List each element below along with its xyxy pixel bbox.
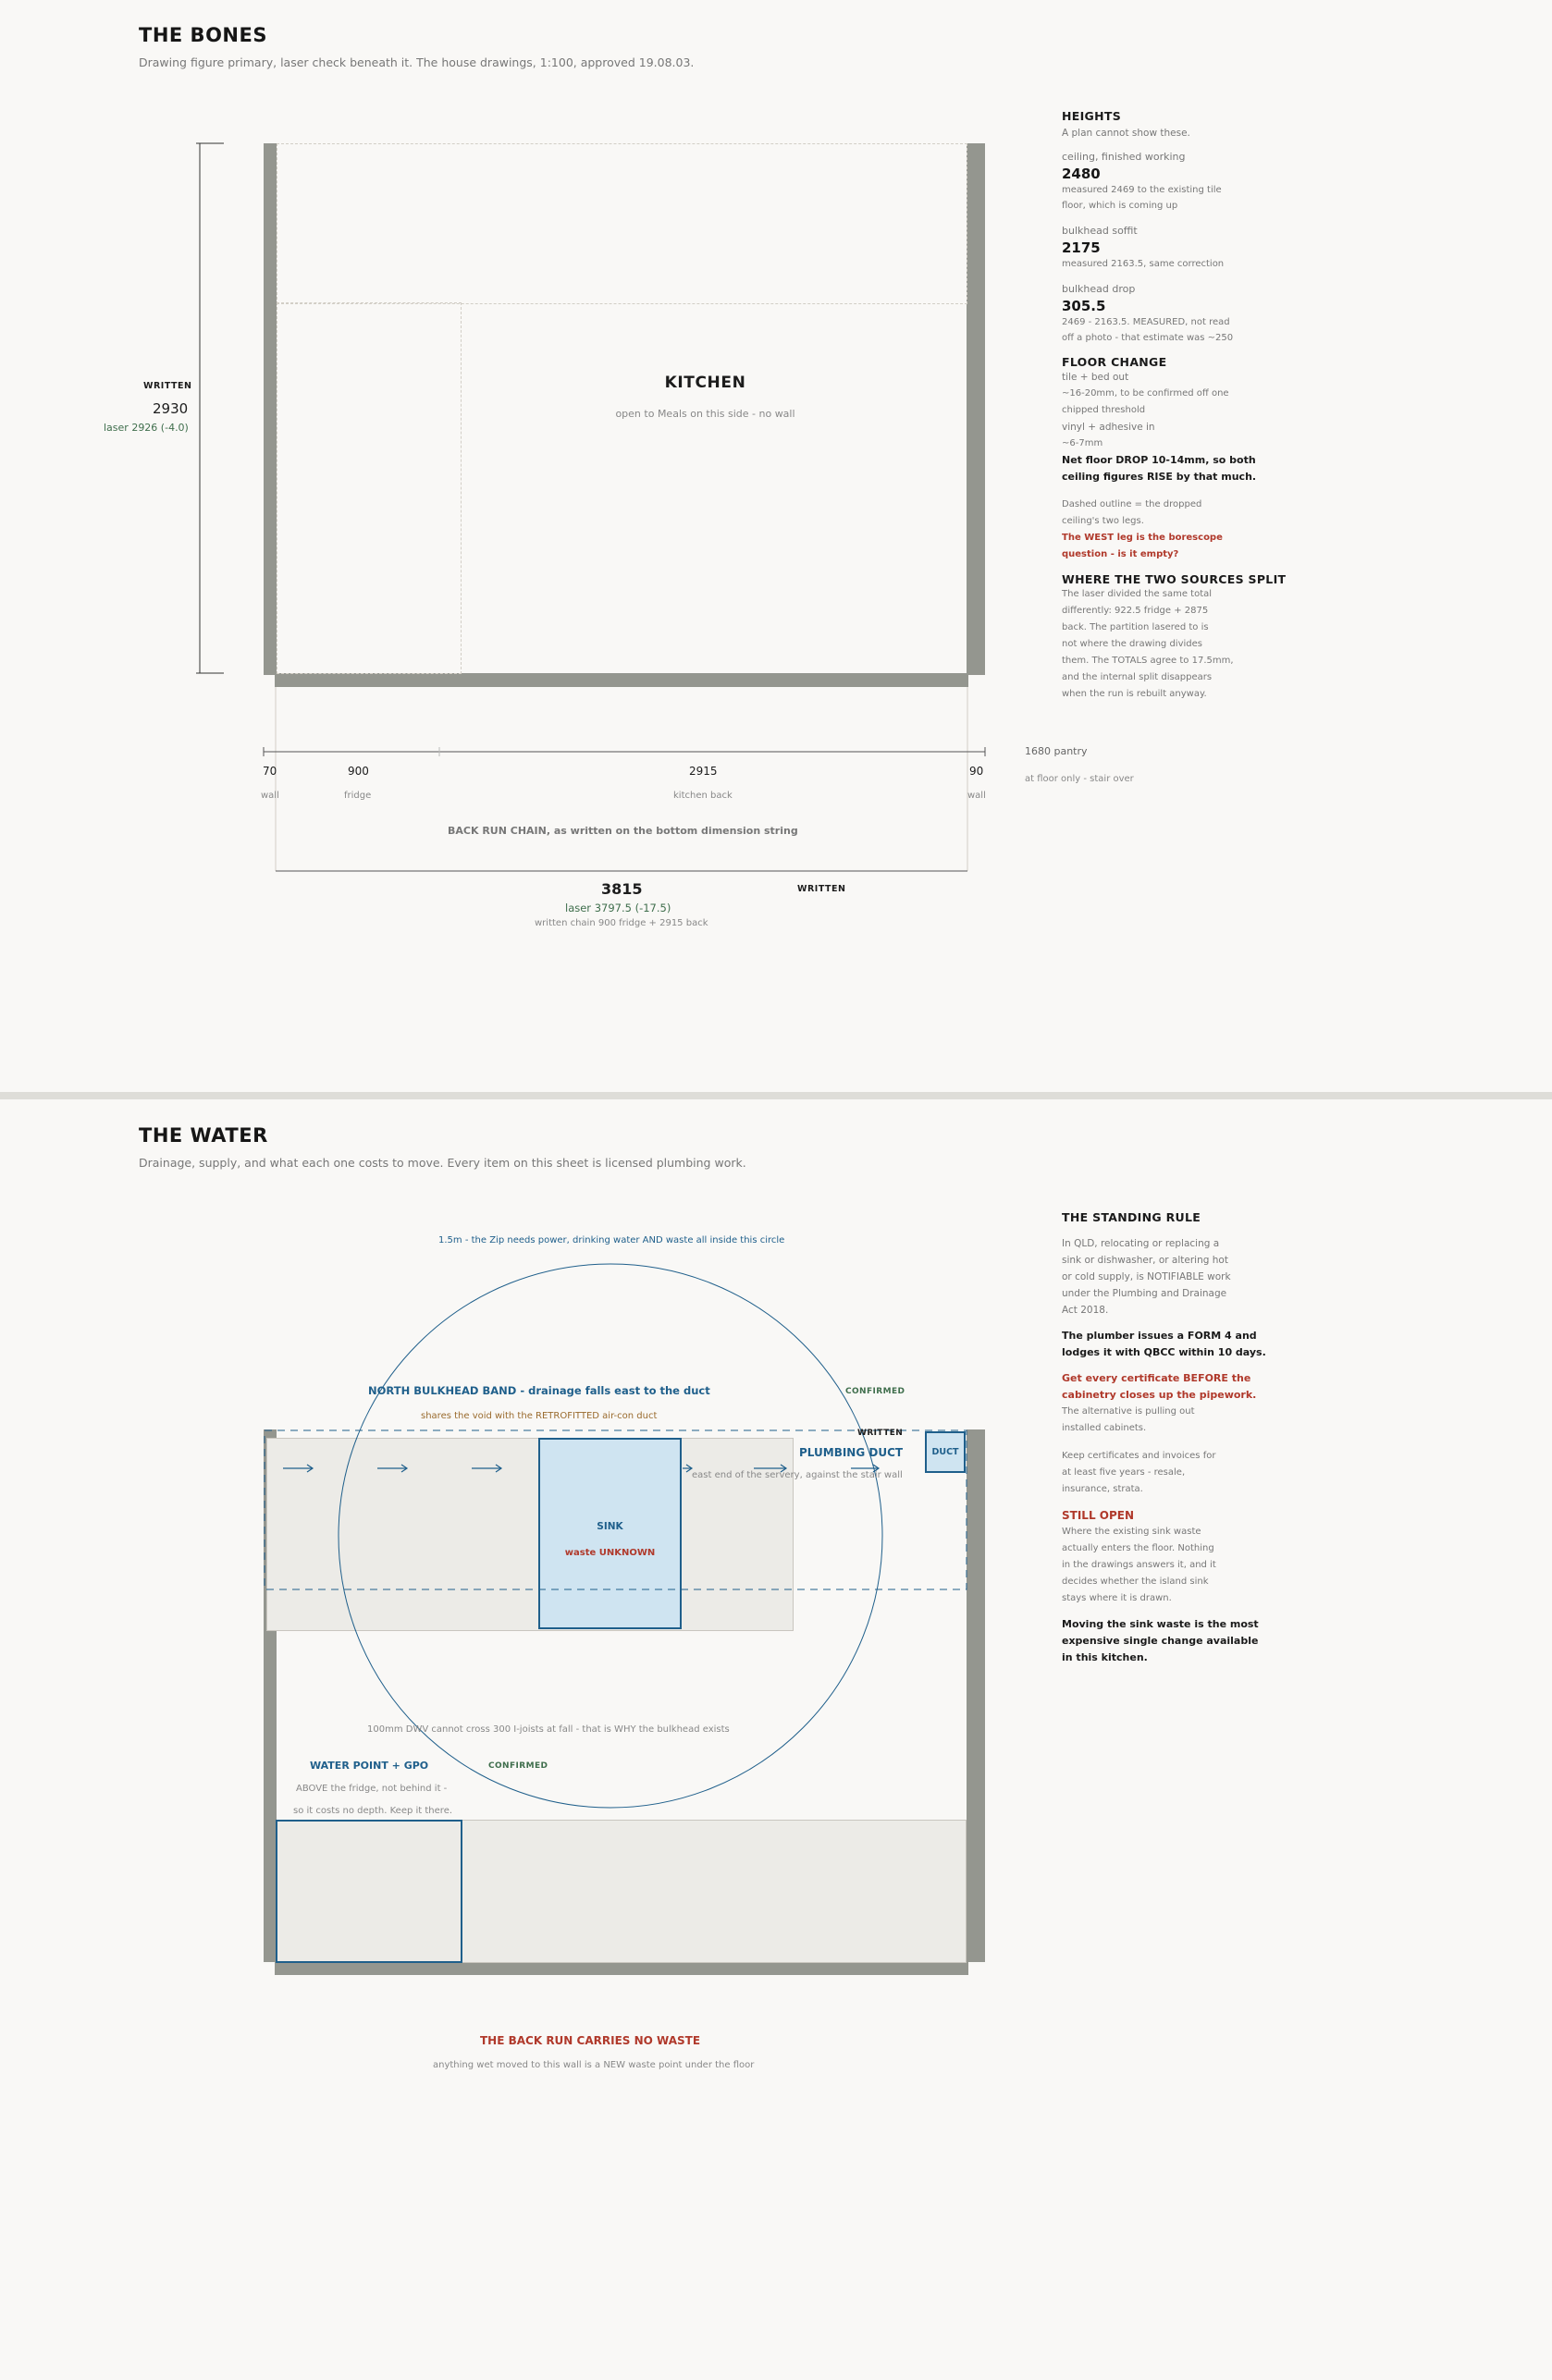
chain-right-wall-note: wall — [967, 791, 986, 801]
dashed-l2: ceiling's two legs. — [1062, 516, 1144, 526]
water-note1: ABOVE the fridge, not behind it - — [296, 1784, 448, 1794]
final-l3: in this kitchen. — [1062, 1651, 1148, 1663]
chain-pantry: 1680 pantry — [1025, 745, 1088, 757]
open-title: STILL OPEN — [1062, 1509, 1134, 1522]
water-point-label: WATER POINT + GPO — [310, 1760, 429, 1772]
split-l1: The laser divided the same total — [1062, 589, 1213, 599]
water-sidebar — [1062, 1210, 1302, 1666]
chain-caption: BACK RUN CHAIN, as written on the bottom dimension string — [448, 825, 798, 837]
back-run-title: THE BACK RUN CARRIES NO WASTE — [480, 2034, 701, 2047]
water-note2: so it costs no depth. Keep it there. — [293, 1806, 453, 1816]
rule-l3: or cold supply, is NOTIFIABLE work — [1062, 1271, 1231, 1282]
drop-label: bulkhead drop — [1062, 283, 1136, 295]
sink-status: waste UNKNOWN — [564, 1548, 656, 1558]
total-laser: laser 3797.5 (-17.5) — [565, 902, 671, 914]
chain-fridge-note: fridge — [344, 791, 372, 801]
total-value: 3815 — [601, 880, 643, 898]
kitchen-label: KITCHEN — [664, 374, 746, 392]
rule-l1: In QLD, relocating or replacing a — [1062, 1238, 1220, 1249]
split-l6: and the internal split disappears — [1062, 672, 1213, 682]
bones-subtitle: Drawing figure primary, laser check beneath it. The house drawings, 1:100, approved 19.08.03. — [139, 55, 695, 69]
kitchen-note: open to Meals on this side - no wall — [615, 408, 795, 420]
chain-right-wall: 90 — [969, 765, 984, 778]
floor-title: FLOOR CHANGE — [1062, 355, 1167, 369]
west-l2: question - is it empty? — [1062, 549, 1179, 559]
ceiling-label: ceiling, finished working — [1062, 151, 1186, 163]
rule-l5: Act 2018. — [1062, 1305, 1109, 1316]
open-l5: stays where it is drawn. — [1062, 1593, 1172, 1603]
plumbing-duct-label: PLUMBING DUCT — [799, 1446, 904, 1459]
heights-title: HEIGHTS — [1062, 109, 1122, 123]
duct-note: east end of the servery, against the stair wall — [692, 1470, 903, 1480]
split-l2: differently: 922.5 fridge + 2875 — [1062, 606, 1209, 616]
water-subtitle: Drainage, supply, and what each one costs to move. Every item on this sheet is licensed plumbing work. — [139, 1156, 746, 1170]
circle-label: 1.5m - the Zip needs power, drinking water AND waste all inside this circle — [438, 1235, 785, 1245]
soffit-value: 2175 — [1062, 239, 1101, 256]
height-dim-value: 2930 — [153, 400, 189, 417]
chain-left-wall-note: wall — [261, 791, 279, 801]
final-l1: Moving the sink waste is the most — [1062, 1618, 1259, 1630]
height-dim-laser: laser 2926 (-4.0) — [104, 422, 189, 434]
heights-note: A plan cannot show these. — [1062, 128, 1190, 139]
alt-l1: The alternative is pulling out — [1062, 1406, 1195, 1417]
dashed-l1: Dashed outline = the dropped — [1062, 499, 1202, 509]
split-l7: when the run is rebuilt anyway. — [1062, 689, 1207, 699]
chain-left-wall: 70 — [263, 765, 277, 778]
floor-l3: chipped threshold — [1062, 405, 1146, 415]
rule-l2: sink or dishwasher, or altering hot — [1062, 1255, 1228, 1266]
split-l5: them. The TOTALS agree to 17.5mm, — [1062, 656, 1234, 666]
total-tag: WRITTEN — [797, 884, 846, 894]
keep-l1: Keep certificates and invoices for — [1062, 1451, 1216, 1461]
total-note: written chain 900 fridge + 2915 back — [535, 918, 708, 928]
rule-l4: under the Plumbing and Drainage — [1062, 1288, 1227, 1299]
floor-l5: ~6-7mm — [1062, 438, 1103, 448]
water-title: THE WATER — [139, 1124, 268, 1147]
drop-note1: 2469 - 2163.5. MEASURED, not read — [1062, 317, 1230, 327]
soffit-note: measured 2163.5, same correction — [1062, 259, 1225, 269]
back-run-note: anything wet moved to this wall is a NEW waste point under the floor — [433, 2060, 755, 2070]
soffit-label: bulkhead soffit — [1062, 225, 1138, 237]
ceiling-note1: measured 2469 to the existing tile — [1062, 185, 1222, 195]
split-title: WHERE THE TWO SOURCES SPLIT — [1062, 572, 1287, 586]
alt-l2: installed cabinets. — [1062, 1423, 1147, 1433]
form-l1: The plumber issues a FORM 4 and — [1062, 1330, 1257, 1342]
drop-note2: off a photo - that estimate was ~250 — [1062, 333, 1234, 343]
band-note: shares the void with the RETROFITTED air-con duct — [421, 1411, 658, 1421]
open-l2: actually enters the floor. Nothing — [1062, 1543, 1214, 1553]
open-l4: decides whether the island sink — [1062, 1576, 1209, 1587]
open-l3: in the drawings answers it, and it — [1062, 1560, 1216, 1570]
height-dim-tag: WRITTEN — [143, 381, 192, 391]
floor-l1: tile + bed out — [1062, 372, 1129, 383]
open-l1: Where the existing sink waste — [1062, 1527, 1201, 1537]
ceiling-value: 2480 — [1062, 166, 1101, 182]
floor-b1: Net floor DROP 10-14mm, so both — [1062, 454, 1256, 466]
duct-label: DUCT — [931, 1447, 959, 1457]
band-title: NORTH BULKHEAD BAND - drainage falls east to the duct — [368, 1384, 710, 1397]
sink-label: SINK — [597, 1521, 623, 1532]
split-l4: not where the drawing divides — [1062, 639, 1202, 649]
cert-l1: Get every certificate BEFORE the — [1062, 1372, 1251, 1384]
final-l2: expensive single change available — [1062, 1635, 1259, 1647]
floor-l4: vinyl + adhesive in — [1062, 422, 1155, 433]
ceiling-note2: floor, which is coming up — [1062, 201, 1178, 211]
keep-l3: insurance, strata. — [1062, 1484, 1143, 1494]
chain-back: 2915 — [689, 765, 718, 778]
west-l1: The WEST leg is the borescope — [1062, 533, 1223, 543]
drop-value: 305.5 — [1062, 298, 1106, 314]
bones-title: THE BONES — [139, 24, 267, 46]
keep-l2: at least five years - resale, — [1062, 1467, 1186, 1478]
chain-fridge: 900 — [348, 765, 369, 778]
rule-title: THE STANDING RULE — [1062, 1210, 1201, 1224]
chain-back-note: kitchen back — [673, 791, 733, 801]
floor-l2: ~16-20mm, to be confirmed off one — [1062, 388, 1229, 399]
floor-b2: ceiling figures RISE by that much. — [1062, 471, 1257, 483]
form-l2: lodges it with QBCC within 10 days. — [1062, 1346, 1266, 1358]
dwv-note: 100mm DWV cannot cross 300 I-joists at fall - that is WHY the bulkhead exists — [367, 1724, 730, 1735]
chain-pantry-note: at floor only - stair over — [1025, 774, 1134, 784]
band-confirmed: CONFIRMED — [845, 1387, 905, 1396]
cert-l2: cabinetry closes up the pipework. — [1062, 1389, 1257, 1401]
split-l3: back. The partition lasered to is — [1062, 622, 1209, 632]
duct-written-tag: WRITTEN — [857, 1429, 904, 1438]
water-point-confirmed: CONFIRMED — [488, 1761, 548, 1771]
